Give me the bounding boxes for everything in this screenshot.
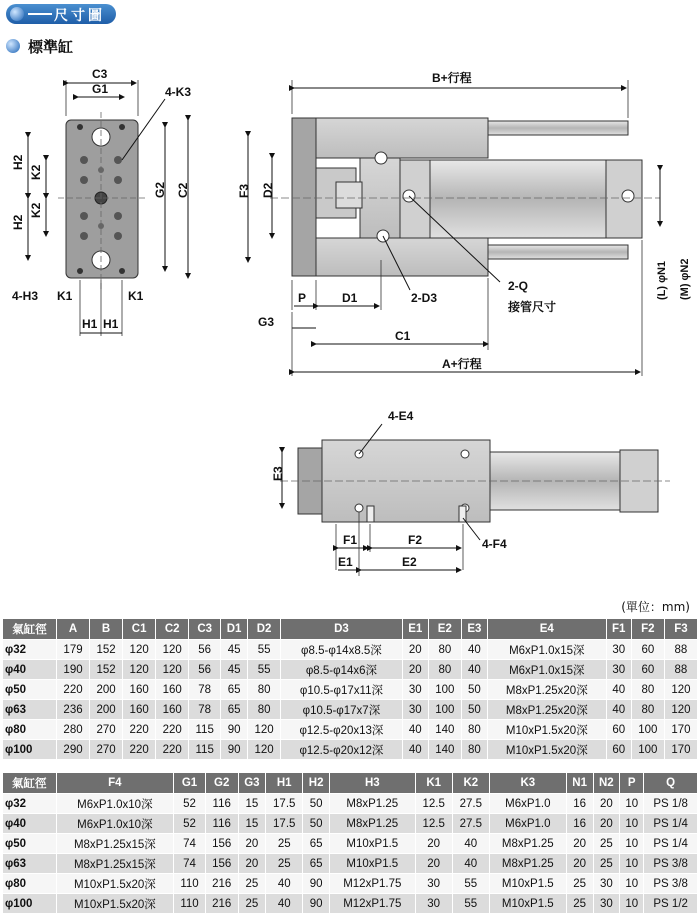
table-cell: 80 [461,740,487,760]
table-cell: 30 [402,680,428,700]
table-cell: 40 [266,894,303,914]
table-cell: 65 [303,854,330,874]
table-cell: 10 [620,834,644,854]
table-cell: 60 [606,740,631,760]
table-cell: 220 [156,740,189,760]
table-cell: 50 [461,680,487,700]
table-cell: 25 [238,894,266,914]
table-cell: 200 [90,680,123,700]
table-header-cell: F3 [664,619,697,640]
table-header-cell: B [90,619,123,640]
table-cell: 280 [56,720,89,740]
table-cell: 90 [221,740,248,760]
table-header-cell: D3 [281,619,403,640]
table-cell: 220 [123,740,156,760]
table-cell: 55 [452,894,489,914]
dim-label: D2 [261,182,275,198]
table-cell: 50 [461,700,487,720]
table-cell: M8xP1.25x20深 [487,700,606,720]
table-cell: 116 [205,814,238,834]
table-cell: 216 [205,894,238,914]
table-cell: 190 [56,660,89,680]
table-cell: 236 [56,700,89,720]
dim-label: 4-K3 [165,85,192,99]
table-header-cell: G3 [238,773,266,794]
table-cell: 65 [221,700,248,720]
dim-label: E1 [338,555,353,569]
table-cell: 115 [189,720,221,740]
table-cell: 16 [566,814,593,834]
table-cell: 30 [606,640,631,660]
table-cell: 216 [205,874,238,894]
table-cell: 45 [221,640,248,660]
table-cell: 20 [593,814,620,834]
table-cell: 65 [303,834,330,854]
table-cell: M10xP1.5 [329,854,415,874]
table-cell: 140 [428,740,461,760]
table-row [3,660,698,680]
table-cell: 270 [90,740,123,760]
table-cell: 55 [248,660,281,680]
side-view [237,70,691,376]
table-cell: 40 [402,740,428,760]
table-cell: 100 [631,740,664,760]
table-cell: 160 [123,700,156,720]
table-cell: 80 [428,660,461,680]
table-cell: 15 [238,814,266,834]
table-cell: 40 [461,660,487,680]
table-row [3,894,698,914]
table-cell: 17.5 [266,814,303,834]
table-row [3,680,698,700]
table-cell: 90 [303,894,330,914]
table-header-row [3,773,698,794]
dim-label: D1 [342,291,358,305]
table-cell: 30 [593,894,620,914]
table-cell: 40 [452,834,489,854]
table-cell: 27.5 [452,814,489,834]
dim-label: H1 [82,317,98,331]
table-cell: φ8.5-φ14x6深 [281,660,403,680]
table-cell: 120 [664,680,697,700]
table-cell: 17.5 [266,794,303,814]
table-header-cell: 氣缸徑 [3,773,57,794]
table-cell: 90 [221,720,248,740]
table-cell: 152 [90,660,123,680]
table-header-cell: E3 [461,619,487,640]
table-cell: 80 [461,720,487,740]
dim-label: H2 [11,214,25,230]
table-cell: M12xP1.75 [329,874,415,894]
table-cell: 55 [248,640,281,660]
table-row [3,874,698,894]
table-header-cell: H2 [303,773,330,794]
table-cell: φ10.5-φ17x11深 [281,680,403,700]
table-cell: 120 [156,640,189,660]
table-cell: 100 [428,700,461,720]
table-cell: 40 [402,720,428,740]
table-row [3,740,698,760]
table-cell: 120 [123,660,156,680]
dim-label: H1 [103,317,119,331]
table-cell: 27.5 [452,794,489,814]
table-cell: 56 [189,660,221,680]
dim-label: 接管尺寸 [508,300,557,314]
table-cell: 50 [303,794,330,814]
table-cell: 80 [631,680,664,700]
dim-label: K1 [57,289,73,303]
table-header-cell: F1 [606,619,631,640]
dim-label: C1 [395,329,411,343]
table-cell: M6xP1.0 [489,814,566,834]
table-cell: 60 [631,660,664,680]
table-cell: M12xP1.75 [329,894,415,914]
bore-size-cell: φ40 [3,814,57,834]
table-header-cell: N1 [566,773,593,794]
bottom-view [271,409,670,576]
table-cell: 290 [56,740,89,760]
dim-label: 4-E4 [388,409,414,423]
table-cell: 20 [402,640,428,660]
table-cell: 20 [238,854,266,874]
table-cell: PS 1/8 [644,794,698,814]
table-cell: 50 [303,814,330,834]
table-cell: 16 [566,794,593,814]
table-row [3,854,698,874]
table-cell: 20 [238,834,266,854]
table-cell: 74 [174,854,206,874]
table-header-cell: E4 [487,619,606,640]
table-cell: 10 [620,874,644,894]
dim-label: C2 [176,182,190,198]
bore-size-cell: φ63 [3,700,57,720]
dim-label: K2 [29,164,43,180]
table-cell: M8xP1.25 [329,794,415,814]
dim-label: H2 [11,154,25,170]
dim-label: G1 [92,82,109,96]
table-cell: PS 1/2 [644,894,698,914]
table-cell: 10 [620,794,644,814]
table-cell: 220 [123,720,156,740]
table-cell: 110 [174,894,206,914]
table-cell: M10xP1.5 [489,894,566,914]
table-cell: 152 [90,640,123,660]
table-cell: 78 [189,680,221,700]
dim-label: P [298,291,307,305]
dim-label: F3 [237,183,251,198]
dim-label: 4-F4 [482,537,507,551]
table-cell: 20 [566,834,593,854]
table-cell: 60 [631,640,664,660]
table-cell: 15 [238,794,266,814]
table-cell: 88 [664,640,697,660]
spec-table-1 [2,618,698,760]
table-cell: M8xP1.25x15深 [56,854,174,874]
table-cell: φ8.5-φ14x8.5深 [281,640,403,660]
dim-label: G3 [258,315,275,329]
table-cell: 25 [266,834,303,854]
table-cell: 110 [174,874,206,894]
table-cell: 200 [90,700,123,720]
bore-size-cell: φ32 [3,640,57,660]
table-header-cell: F2 [631,619,664,640]
table-cell: 100 [428,680,461,700]
table-cell: 30 [415,894,452,914]
bore-size-cell: φ100 [3,894,57,914]
table-header-cell: C3 [189,619,221,640]
table-cell: 179 [56,640,89,660]
table-header-cell: N2 [593,773,620,794]
table-cell: 90 [303,874,330,894]
dim-label: C3 [92,67,108,81]
table-header-cell: F4 [56,773,174,794]
table-cell: 30 [415,874,452,894]
table-header-row [3,619,698,640]
table-cell: φ10.5-φ17x7深 [281,700,403,720]
table-cell: M6xP1.0x10深 [56,814,174,834]
bore-size-cell: φ63 [3,854,57,874]
table-cell: 10 [620,814,644,834]
table-header-cell: C2 [156,619,189,640]
table-cell: 100 [631,720,664,740]
table-cell: M8xP1.25 [489,834,566,854]
table-cell: 160 [156,680,189,700]
table-cell: 60 [606,720,631,740]
table-cell: 80 [248,680,281,700]
table-cell: M6xP1.0x15深 [487,660,606,680]
table-cell: 20 [402,660,428,680]
table-cell: 116 [205,794,238,814]
table-cell: 30 [402,700,428,720]
table-cell: 20 [593,794,620,814]
table-row [3,640,698,660]
table-cell: 25 [266,854,303,874]
table-cell: 170 [664,720,697,740]
table-cell: M6xP1.0 [489,794,566,814]
table-cell: M10xP1.5 [329,834,415,854]
dim-label: 2-D3 [411,291,438,305]
table-cell: 10 [620,894,644,914]
table-header-cell: E2 [428,619,461,640]
dim-label: E3 [271,466,285,481]
table-row [3,794,698,814]
table-cell: 40 [606,680,631,700]
table-row [3,834,698,854]
table-cell: 30 [606,660,631,680]
dim-label: (L) φN1 [656,260,668,300]
table-cell: M10xP1.5x20深 [487,720,606,740]
bore-size-cell: φ50 [3,680,57,700]
dim-label: 4-H3 [12,289,39,303]
table-cell: 120 [156,660,189,680]
subtitle-text: 標準缸 [28,38,74,56]
dim-label: E2 [402,555,417,569]
table-cell: M8xP1.25x20深 [487,680,606,700]
table-cell: 12.5 [415,794,452,814]
table-cell: 25 [566,874,593,894]
table-cell: 270 [90,720,123,740]
bore-size-cell: φ32 [3,794,57,814]
table-cell: 65 [221,680,248,700]
bore-size-cell: φ100 [3,740,57,760]
table-cell: 40 [266,874,303,894]
table-cell: 80 [248,700,281,720]
table-cell: 10 [620,854,644,874]
table-cell: 25 [566,894,593,914]
table-cell: PS 1/4 [644,834,698,854]
table-cell: 140 [428,720,461,740]
front-view [11,67,191,336]
table-cell: 25 [593,834,620,854]
table-cell: 78 [189,700,221,720]
table-cell: 20 [415,834,452,854]
dim-label: F1 [343,533,358,547]
table-cell: PS 3/8 [644,874,698,894]
table-header-cell: E1 [402,619,428,640]
table-cell: 88 [664,660,697,680]
table-header-cell: D2 [248,619,281,640]
table-cell: 20 [415,854,452,874]
table-header-cell: Q [644,773,698,794]
table-cell: 156 [205,834,238,854]
table-cell: 120 [248,740,281,760]
dim-label: F2 [408,533,423,547]
table-cell: 120 [248,720,281,740]
table-cell: PS 3/8 [644,854,698,874]
table-cell: M8xP1.25 [329,814,415,834]
table-cell: M10xP1.5x20深 [56,894,174,914]
table-row [3,720,698,740]
table-cell: 156 [205,854,238,874]
table-cell: M6xP1.0x10深 [56,794,174,814]
table-row [3,700,698,720]
table-header-cell: G1 [174,773,206,794]
table-cell: M10xP1.5x20深 [56,874,174,894]
table-cell: 56 [189,640,221,660]
table-header-cell: K2 [452,773,489,794]
spec-table-2 [2,772,698,914]
table-cell: 220 [56,680,89,700]
dim-label: (M) φN2 [679,258,691,300]
table-cell: M10xP1.5x20深 [487,740,606,760]
table-cell: 40 [452,854,489,874]
table-cell: M6xP1.0x15深 [487,640,606,660]
table-cell: 120 [664,700,697,720]
table-cell: 80 [428,640,461,660]
table-cell: 160 [123,680,156,700]
table-cell: 52 [174,814,206,834]
table-cell: 115 [189,740,221,760]
table-cell: φ12.5-φ20x13深 [281,720,403,740]
table-cell: 40 [606,700,631,720]
table-cell: 170 [664,740,697,760]
table-cell: 20 [566,854,593,874]
dim-label: A+行程 [442,357,482,371]
bore-size-cell: φ80 [3,874,57,894]
table-cell: 52 [174,794,206,814]
table-row [3,814,698,834]
table-header-cell: P [620,773,644,794]
table-cell: M8xP1.25x15深 [56,834,174,854]
table-cell: 25 [593,854,620,874]
table-cell: PS 1/4 [644,814,698,834]
bore-size-cell: φ80 [3,720,57,740]
table-header-cell: 氣缸徑 [3,619,57,640]
dim-label: K1 [128,289,144,303]
header-title: 尺寸圖 [54,8,105,24]
table-cell: 220 [156,720,189,740]
table-header-cell: G2 [205,773,238,794]
dim-label: G2 [153,181,167,198]
table-header-cell: A [56,619,89,640]
table-header-cell: D1 [221,619,248,640]
table-cell: 40 [461,640,487,660]
table-cell: 45 [221,660,248,680]
table-header-cell: C1 [123,619,156,640]
table-cell: 74 [174,834,206,854]
table-cell: 120 [123,640,156,660]
table-header-cell: H3 [329,773,415,794]
dim-label: B+行程 [432,71,472,85]
unit-note: (單位：mm) [621,600,690,614]
table-cell: 55 [452,874,489,894]
table-cell: M10xP1.5 [489,874,566,894]
dim-label: K2 [29,202,43,218]
dim-label: 2-Q [508,279,529,293]
table-cell: φ12.5-φ20x12深 [281,740,403,760]
table-cell: 12.5 [415,814,452,834]
table-cell: M8xP1.25 [489,854,566,874]
table-cell: 80 [631,700,664,720]
table-cell: 160 [156,700,189,720]
bore-size-cell: φ50 [3,834,57,854]
table-header-cell: K1 [415,773,452,794]
table-cell: 30 [593,874,620,894]
table-cell: 25 [238,874,266,894]
bore-size-cell: φ40 [3,660,57,680]
table-header-cell: H1 [266,773,303,794]
table-header-cell: K3 [489,773,566,794]
